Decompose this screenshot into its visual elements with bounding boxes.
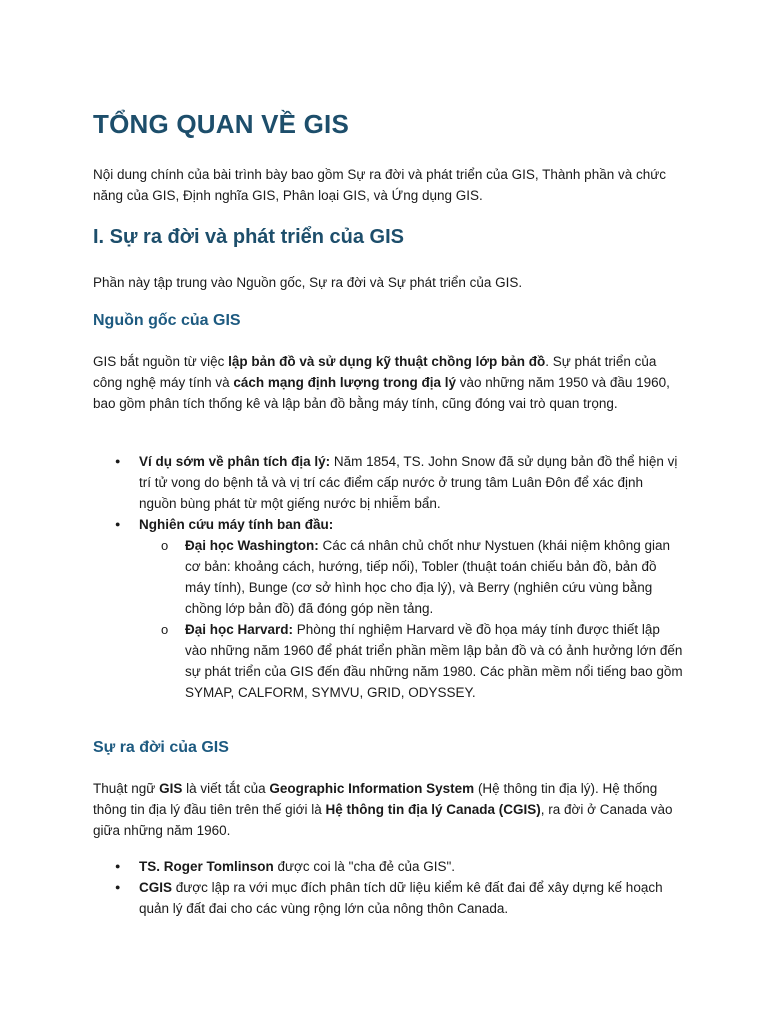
text-run: Thuật ngữ bbox=[93, 781, 160, 796]
subheading-birth: Sự ra đời của GIS bbox=[93, 739, 229, 756]
text-run: vào những năm 1950 và đầu 1960, bao gồm phân tích thống kê và lập bản đồ bằng máy tính, cũng đóng vai trò quan trọng. bbox=[93, 375, 670, 411]
intro-paragraph: Nội dung chính của bài trình bày bao gồm Sự ra đời và phát triển của GIS, Thành phần và chức năng của GIS, Định nghĩa GIS, Phân loại GIS, và Ứng dụng GIS. bbox=[93, 167, 667, 203]
text-run: . Sự phát triển của công nghệ máy tính và bbox=[93, 354, 657, 390]
text-run: (Hệ thông tin địa lý). Hệ thống thông tin địa lý đầu tiên trên thế giới là bbox=[93, 781, 658, 817]
list-item bbox=[93, 514, 683, 703]
bold-run: lập bản đồ và sử dụng kỹ thuật chồng lớp bản đồ bbox=[228, 354, 546, 369]
birth-bullet-list bbox=[93, 856, 683, 919]
bold-run: Đại học Harvard: bbox=[185, 622, 294, 637]
origin-paragraph bbox=[93, 351, 683, 414]
list-item bbox=[93, 856, 683, 877]
text-run: Các cá nhân chủ chốt như Nystuen (khái niệm không gian cơ bản: khoảng cách, hướng, tiếp nối), Tobler (thuật toán chiếu bản đồ, bản đồ máy tính), Bunge (cơ sở hình học cho địa lý), và Berry (nghiên cứu vùng bằng chồng lớp bản đồ) đã đóng góp nền tảng. bbox=[185, 538, 670, 616]
bold-run: cách mạng định lượng trong địa lý bbox=[233, 375, 456, 390]
text-run: GIS bắt nguồn từ việc bbox=[93, 354, 229, 369]
bold-run: Đại học Washington: bbox=[185, 538, 319, 553]
section-intro-paragraph: Phần này tập trung vào Nguồn gốc, Sự ra đời và Sự phát triển của GIS. bbox=[93, 275, 523, 290]
subheading-origin: Nguồn gốc của GIS bbox=[93, 312, 241, 329]
sub-list-item bbox=[139, 535, 683, 619]
text-run: được coi là "cha đẻ của GIS". bbox=[273, 859, 456, 874]
bold-run: CGIS bbox=[139, 880, 173, 895]
bold-run: GIS bbox=[159, 781, 183, 796]
sub-bullet-list bbox=[139, 535, 683, 703]
text-run: , ra đời ở Canada vào giữa những năm 1960. bbox=[93, 802, 673, 838]
origin-bullet-list bbox=[93, 451, 683, 703]
bold-run: Ví dụ sớm về phân tích địa lý: bbox=[139, 454, 331, 469]
text-run: là viết tắt của bbox=[182, 781, 270, 796]
bold-run: TS. Roger Tomlinson bbox=[139, 859, 274, 874]
bold-run: Nghiên cứu máy tính ban đầu: bbox=[139, 517, 334, 532]
birth-paragraph bbox=[93, 778, 683, 841]
section-heading-1: I. Sự ra đời và phát triển của GIS bbox=[93, 226, 405, 248]
bold-run: Hệ thông tin địa lý Canada (CGIS) bbox=[325, 802, 541, 817]
list-item bbox=[93, 451, 683, 514]
bold-run: Geographic Information System bbox=[269, 781, 475, 796]
document-title: TỔNG QUAN VỀ GIS bbox=[93, 109, 350, 139]
text-run: Năm 1854, TS. John Snow đã sử dụng bản đồ thể hiện vị trí tử vong do bệnh tả và vị trí các điểm cấp nước ở trung tâm Luân Đôn để xác định nguồn bùng phát từ một giếng nước bị nhiễm bẩn. bbox=[139, 454, 678, 511]
sub-list-item bbox=[139, 619, 683, 703]
text-run: được lập ra với mục đích phân tích dữ liệu kiểm kê đất đai để xây dựng kế hoạch quản lý đất đai cho các vùng rộng lớn của nông thôn Canada. bbox=[139, 880, 663, 916]
list-item bbox=[93, 877, 683, 919]
text-run: Phòng thí nghiệm Harvard về đồ họa máy tính được thiết lập vào những năm 1960 để phát triển phần mềm lập bản đồ và có ảnh hưởng lớn đến sự phát triển của GIS đến đầu những năm 1980. Các phần mềm nổi tiếng bao gồm SYMAP, CALFORM, SYMVU, GRID, ODYSSEY. bbox=[185, 622, 683, 700]
